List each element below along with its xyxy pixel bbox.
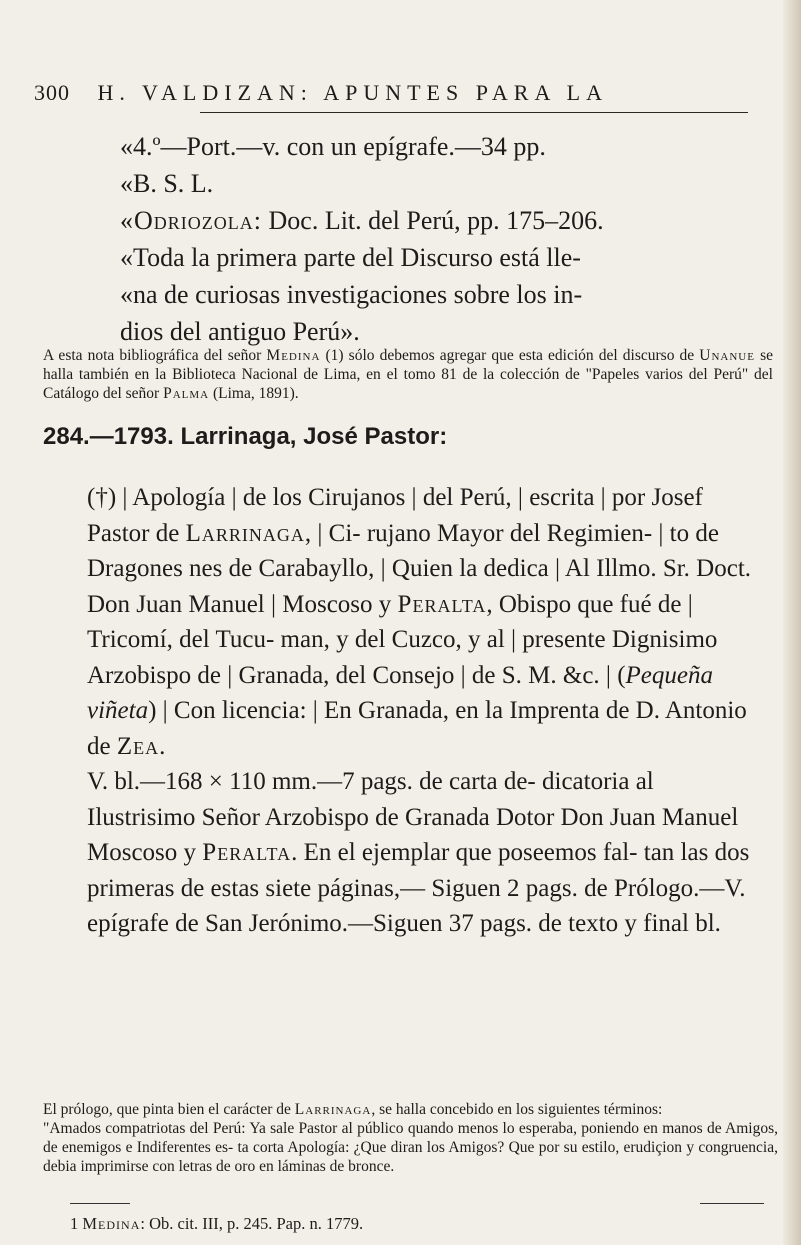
- note-paragraph: [43, 346, 773, 403]
- bibliographic-note: [43, 346, 773, 403]
- footnote: [70, 1214, 770, 1234]
- entry-text: (†) | Apología | de los Cirujanos | del Perú, | escrita | por Josef Pastor de: [87, 484, 703, 547]
- running-head: [34, 80, 784, 106]
- quote-line: dios del antiguo Perú».: [120, 317, 360, 346]
- entry-title-transcription: [87, 480, 757, 764]
- note-text: se halla también en la Biblioteca Nacional de Lima, en el tomo 81 de la colección de "Papeles varios del Perú" del Catálogo del señor: [43, 347, 773, 402]
- bibliographic-quote: [120, 128, 760, 350]
- footnote-author: Medina: [82, 1214, 141, 1233]
- prologue-name: Larrinaga: [294, 1101, 372, 1118]
- entry-italic: Pequeña viñeta: [87, 661, 713, 724]
- note-name: Unanue: [699, 347, 755, 364]
- note-name: Palma: [163, 385, 210, 402]
- header-rule: [200, 112, 748, 113]
- prologue-text: , se halla concebido en los siguientes términos:: [371, 1101, 663, 1118]
- note-text: (1) sólo debemos agregar que esta edición del discurso de: [320, 347, 700, 364]
- quote-line: «4.º—Port.—v. con un epígrafe.—34 pp.: [120, 132, 546, 161]
- prologue-quote: "Amados compatriotas del Perú: Ya sale Pastor al público quando menos lo esperaba, poniendo en manos de Amigos, de enemigos e Indiferentes es- ta corta Apología: ¿Que diran los Amigos? Que por su estilo, erudiçion y congruencia, debia imprimirse con letras de oro en láminas de bronce.: [43, 1120, 778, 1175]
- entry-name: Larrinaga: [185, 519, 305, 547]
- prologue-section: [43, 1100, 778, 1176]
- entry-text: .: [159, 732, 166, 760]
- entry-text: . En el ejemplar que poseemos fal- tan las dos primeras de estas siete páginas,— Siguen 2 pags. de Prólogo.—V. epígrafe de San Jerónimo.—Siguen 37 pags. de texto y final bl.: [87, 839, 750, 937]
- entry-text: , Obispo que fué de | Tricomí, del Tucu- man, y del Cuzco, y al | presente Dignisimo Arzobispo de | Granada, del Consejo | de S. M. &c. | (: [87, 590, 718, 689]
- entry-text: , | Ci- rujano Mayor del Regimien- | to de Dragones nes de Carabayllo, | Quien la dedica | Al Illmo. Sr. Doct. Don Juan Manuel | Moscoso y: [87, 519, 752, 618]
- quote-author: «Odriozola:: [120, 206, 262, 235]
- page-number: 300: [34, 80, 70, 105]
- entry-heading: 284.—1793. Larrinaga, José Pastor:: [43, 423, 448, 450]
- entry-body: [87, 480, 757, 942]
- entry-name: Peralta: [397, 590, 487, 618]
- quote-line: «na de curiosas investigaciones sobre los in-: [120, 280, 583, 309]
- prologue-intro: [43, 1100, 778, 1119]
- quote-line: [120, 202, 760, 239]
- running-title: H. VALDIZAN: APUNTES PARA LA: [97, 80, 608, 105]
- note-name: Medina: [266, 347, 321, 364]
- footnote-rule-right: [700, 1203, 764, 1204]
- entry-text: ) | Con licencia: | En Granada, en la Imprenta de D. Antonio de: [87, 697, 747, 760]
- footnote-text: : Ob. cit. III, p. 245. Pap. n. 1779.: [140, 1214, 364, 1233]
- entry-description: [87, 764, 757, 942]
- entry-name: Zea: [116, 732, 160, 760]
- entry-text: V. bl.—168 × 110 mm.—7 pags. de carta de- dicatoria al Ilustrisimo Señor Arzobispo de Granada Dotor Don Juan Manuel Moscoso y: [87, 768, 739, 866]
- footnote-number: 1: [70, 1214, 79, 1233]
- quote-line-rest: Doc. Lit. del Perú, pp. 175–206.: [262, 206, 604, 235]
- footnote-rule-left: [70, 1203, 130, 1204]
- page-edge: [783, 0, 801, 1245]
- note-text: A esta nota bibliográfica del señor: [43, 347, 267, 364]
- entry-name: Peralta: [202, 839, 292, 866]
- quote-line: «B. S. L.: [120, 169, 214, 198]
- quote-line: «Toda la primera parte del Discurso está lle-: [120, 243, 581, 272]
- note-text: (Lima, 1891).: [209, 385, 299, 402]
- prologue-text: El prólogo, que pinta bien el carácter de: [43, 1101, 295, 1118]
